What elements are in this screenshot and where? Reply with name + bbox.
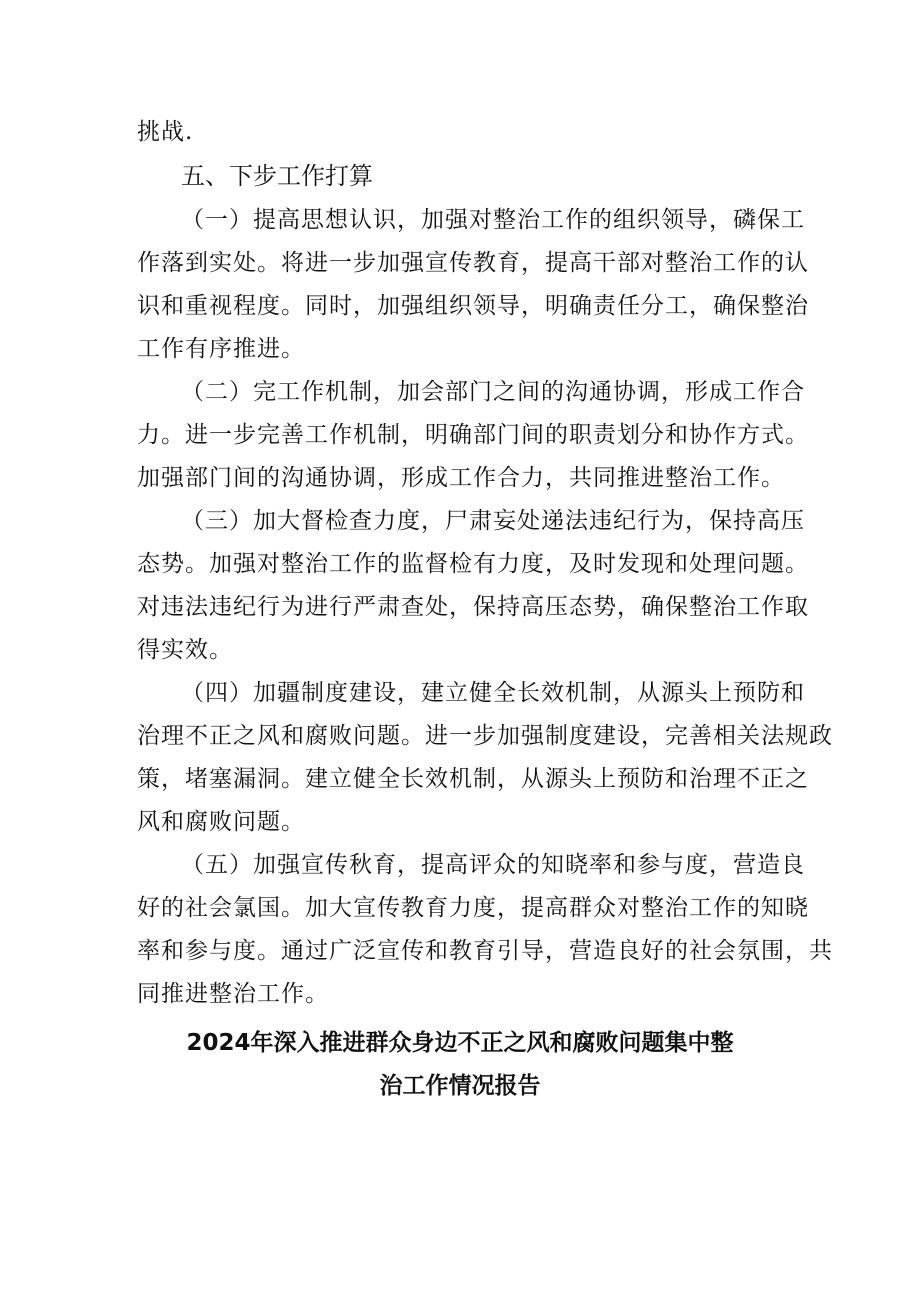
paragraph-line: 识和重视程度。同时，加强组织领导，明确责任分工，确保整治 <box>137 293 809 319</box>
intro-tail-text: 挑战. <box>137 119 194 145</box>
paragraph-line: （三）加大督检查力度，尸肃妄处递法违纪行为，保持高压 <box>181 508 805 534</box>
paragraph-line: 对违法违纪行为进行严肃查处，保持高压态势，确保整治工作取 <box>137 594 809 620</box>
section-heading: 五、下步工作打算 <box>181 162 373 190</box>
paragraph-line: 力。进一步完善工作机制，明确部门间的职责划分和协作方式。 <box>137 422 809 448</box>
paragraph-line: 治理不正之风和腐败问题。进一步加强制度建设，完善相关法规政 <box>137 723 833 749</box>
paragraph-line: 风和腐败问题。 <box>137 809 305 835</box>
paragraph-line: 策，堵塞漏洞。建立健全长效机制，从源头上预防和治理不正之 <box>137 766 809 792</box>
paragraph-line: 作落到实处。将进一步加强宣传教育，提高干部对整治工作的认 <box>137 250 809 276</box>
paragraph-line: 态势。加强对整治工作的监督检有力度，及时发现和处理问题。 <box>137 551 809 577</box>
paragraph-line: 好的社会氯国。加大宣传教育力度，提高群众对整治工作的知晓 <box>137 895 809 921</box>
next-document-title-line-2: 治工作情况报告 <box>379 1073 541 1099</box>
paragraph-line: （二）完工作机制，加会部门之间的沟通协调，形成工作合 <box>181 379 805 405</box>
paragraph-line: 得实效。 <box>137 637 233 663</box>
paragraph-line: （五）加强宣传秋育，提高评众的知晓率和参与度，营造良 <box>181 852 805 878</box>
paragraph-line: （一）提高思想认识，加强对整治工作的组织领导，磷保工 <box>181 207 805 233</box>
paragraph-line: 率和参与度。通过广泛宣传和教育引导，营造良好的社会氛围，共 <box>137 938 833 964</box>
paragraph-line: （四）加疆制度建设，建立健全长效机制，从源头上预防和 <box>181 680 805 706</box>
paragraph-line: 同推进整治工作。 <box>137 981 329 1007</box>
paragraph-line: 加强部门间的沟通协调，形成工作合力，共同推进整治工作。 <box>137 465 785 491</box>
next-document-title-line-1: 2024年深入推进群众身边不正之风和腐败问题集中整 <box>186 1030 734 1056</box>
paragraph-line: 工作有序推进。 <box>137 336 305 362</box>
